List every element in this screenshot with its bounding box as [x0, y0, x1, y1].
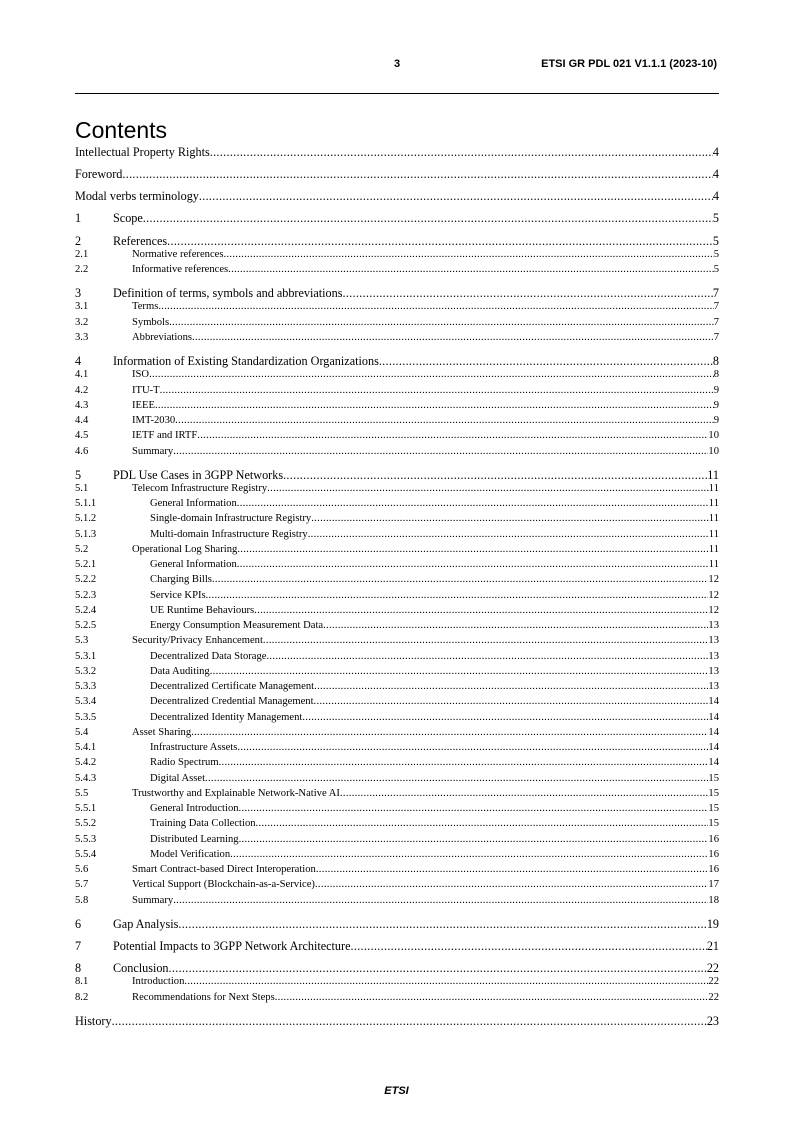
toc-entry-page: 10 — [708, 430, 719, 442]
toc-entry-title: Abbreviations — [132, 331, 193, 343]
toc-entry-title: Asset Sharing — [132, 726, 192, 738]
toc-entry-title: Infrastructure Assets — [150, 742, 238, 754]
toc-entry-page: 8 — [712, 354, 719, 369]
toc-entry[interactable] — [75, 446, 719, 461]
toc-entry[interactable] — [75, 961, 719, 976]
toc-leader-dots — [175, 415, 714, 426]
toc-leader-dots — [228, 264, 714, 275]
toc-entry-title: Data Auditing — [150, 665, 210, 677]
toc-entry-title: Trustworthy and Explainable Network-Native AI — [132, 787, 340, 799]
toc-leader-dots — [205, 773, 708, 784]
toc-entry[interactable] — [75, 849, 719, 864]
toc-entry-title: Conclusion — [113, 961, 169, 976]
toc-entry[interactable] — [75, 317, 719, 332]
toc-entry-title: References — [113, 233, 168, 248]
toc-entry[interactable] — [75, 529, 719, 544]
toc-leader-dots — [155, 400, 714, 411]
toc-entry-number: 5.5.1 — [75, 803, 97, 815]
toc-entry[interactable] — [75, 666, 719, 681]
toc-entry-title: Summary — [132, 894, 174, 906]
toc-leader-dots — [169, 961, 707, 976]
toc-entry-title: Definition of terms, symbols and abbreviations — [113, 286, 343, 301]
toc-entry-number: 2 — [75, 233, 82, 248]
toc-leader-dots — [206, 590, 709, 601]
toc-entry[interactable] — [75, 498, 719, 513]
toc-leader-dots — [340, 788, 708, 799]
toc-entry-title: Single-domain Infrastructure Registry — [150, 513, 312, 525]
footer-logo-text: ETSI — [384, 1085, 409, 1097]
toc-leader-dots — [263, 635, 708, 646]
toc-entry-page: 7 — [712, 286, 719, 301]
toc-entry[interactable] — [75, 234, 719, 249]
toc-entry-title: Intellectual Property Rights — [75, 145, 210, 159]
toc-entry-number: 4.6 — [75, 445, 89, 457]
toc-leader-dots — [266, 651, 708, 662]
toc-leader-dots — [230, 849, 708, 860]
toc-entry[interactable] — [75, 544, 719, 559]
toc-leader-dots — [237, 742, 708, 753]
toc-leader-dots — [192, 332, 714, 343]
toc-entry-title: Foreword — [75, 167, 123, 182]
toc-entry[interactable] — [75, 559, 719, 574]
toc-entry-page: 13 — [708, 665, 719, 677]
toc-entry-page: 9 — [713, 415, 719, 427]
toc-entry-page: 4 — [712, 145, 719, 159]
toc-leader-dots — [308, 529, 709, 540]
toc-entry-title: Telecom Infrastructure Registry — [132, 482, 268, 494]
toc-entry-number: 5.5.3 — [75, 833, 97, 845]
toc-entry-number: 8.2 — [75, 991, 89, 1003]
toc-leader-dots — [302, 712, 708, 723]
toc-entry-title: Energy Consumption Measurement Data — [150, 620, 324, 632]
toc-entry-page: 5 — [712, 233, 719, 248]
toc-entry-page: 13 — [708, 635, 719, 647]
toc-entry-title: History — [75, 1013, 112, 1028]
toc-entry-page: 7 — [713, 301, 719, 313]
toc-leader-dots — [223, 249, 713, 260]
toc-entry-title: Training Data Collection — [150, 818, 256, 830]
toc-entry-title: IEEE — [132, 399, 155, 411]
toc-leader-dots — [158, 301, 713, 312]
toc-entry-number: 5.1 — [75, 482, 89, 494]
toc-leader-dots — [219, 757, 709, 768]
toc-entry-title: Security/Privacy Enhancement — [132, 635, 263, 647]
toc-entry-title: Operational Log Sharing — [132, 543, 238, 555]
toc-entry-number: 5.2.2 — [75, 574, 97, 586]
toc-leader-dots — [160, 385, 714, 396]
toc-entry[interactable] — [75, 430, 719, 445]
toc-leader-dots — [314, 696, 709, 707]
toc-entry-title: Gap Analysis — [113, 916, 179, 931]
toc-leader-dots — [283, 468, 707, 483]
toc-entry[interactable] — [75, 590, 719, 605]
toc-entry-number: 7 — [75, 939, 82, 954]
toc-entry-title: Distributed Learning — [150, 833, 239, 845]
toc-leader-dots — [197, 430, 708, 441]
toc-entry-page: 14 — [708, 742, 719, 754]
toc-entry[interactable] — [75, 757, 719, 772]
toc-entry-title: Terms — [132, 301, 159, 313]
toc-leader-dots — [210, 666, 709, 677]
toc-entry-title: IMT-2030 — [132, 415, 176, 427]
toc-entry-number: 5.3.5 — [75, 711, 97, 723]
toc-entry-page: 11 — [708, 528, 719, 540]
toc-entry-title: ITU-T — [132, 384, 160, 396]
toc-entry-number: 5.4.1 — [75, 742, 97, 754]
toc-entry-title: Vertical Support (Blockchain-as-a-Service) — [132, 879, 315, 891]
toc-leader-dots — [323, 620, 708, 631]
toc-entry-title: Normative references — [132, 248, 224, 260]
toc-leader-dots — [379, 354, 713, 369]
toc-entry[interactable] — [75, 574, 719, 589]
toc-leader-dots — [173, 446, 708, 457]
toc-leader-dots — [343, 286, 713, 301]
toc-entry-page: 17 — [708, 879, 719, 891]
toc-entry[interactable] — [75, 681, 719, 696]
toc-entry-title: UE Runtime Behaviours — [150, 604, 255, 616]
toc-entry[interactable] — [75, 879, 719, 894]
toc-entry-page: 18 — [708, 894, 719, 906]
toc-entry-page: 11 — [708, 482, 719, 494]
toc-entry-page: 21 — [706, 939, 719, 954]
toc-entry-title: Radio Spectrum — [150, 757, 219, 769]
toc-entry-page: 11 — [708, 498, 719, 510]
toc-entry-page: 4 — [712, 167, 719, 182]
toc-entry-page: 7 — [713, 316, 719, 328]
toc-entry[interactable] — [75, 864, 719, 879]
toc-entry[interactable] — [75, 249, 719, 264]
toc-leader-dots — [237, 498, 709, 509]
toc-entry-title: IETF and IRTF — [132, 430, 198, 442]
toc-entry[interactable] — [75, 483, 719, 498]
toc-entry[interactable] — [75, 167, 719, 182]
toc-entry-number: 8.1 — [75, 976, 89, 988]
toc-entry-number: 4.3 — [75, 399, 89, 411]
toc-entry[interactable] — [75, 332, 719, 347]
toc-entry[interactable] — [75, 712, 719, 727]
toc-leader-dots — [256, 818, 709, 829]
toc-entry[interactable] — [75, 635, 719, 650]
toc-entry-page: 5 — [712, 211, 719, 226]
toc-entry-number: 5.3.1 — [75, 650, 97, 662]
toc-entry[interactable] — [75, 651, 719, 666]
toc-entry-page: 9 — [713, 384, 719, 396]
toc-entry-page: 5 — [713, 248, 719, 260]
toc-entry-number: 5.2 — [75, 543, 89, 555]
toc-leader-dots — [112, 1014, 707, 1029]
toc-leader-dots — [239, 834, 709, 845]
toc-entry-page: 15 — [708, 787, 719, 799]
toc-entry[interactable] — [75, 286, 719, 301]
toc-entry-number: 4.5 — [75, 430, 89, 442]
toc-entry-number: 3.3 — [75, 331, 89, 343]
toc-leader-dots — [149, 369, 714, 380]
header-rule — [75, 93, 719, 94]
toc-entry-number: 5.3.4 — [75, 696, 97, 708]
toc-entry-number: 5 — [75, 467, 82, 482]
toc-entry-number: 3.2 — [75, 316, 89, 328]
toc-entry-page: 14 — [708, 757, 719, 769]
toc-entry-title: Decentralized Data Storage — [150, 650, 267, 662]
toc-entry[interactable] — [75, 400, 719, 415]
toc-leader-dots — [254, 605, 708, 616]
toc-entry-title: Modal verbs terminology — [75, 189, 199, 204]
toc-entry-title: PDL Use Cases in 3GPP Networks — [113, 467, 284, 482]
toc-entry-number: 3.1 — [75, 301, 89, 313]
toc-entry-page: 22 — [708, 991, 719, 1003]
toc-entry-page: 10 — [708, 445, 719, 457]
toc-entry-title: Model Verification — [150, 848, 231, 860]
toc-entry-title: Multi-domain Infrastructure Registry — [150, 528, 308, 540]
toc-entry-title: General Information — [150, 498, 237, 510]
toc-entry-number: 4.1 — [75, 369, 89, 381]
toc-entry-number: 5.4 — [75, 726, 89, 738]
toc-leader-dots — [178, 917, 706, 932]
toc-leader-dots — [184, 976, 708, 987]
toc-entry[interactable] — [75, 145, 719, 160]
toc-entry-title: Service KPIs — [150, 589, 206, 601]
toc-entry-page: 14 — [708, 711, 719, 723]
toc-entry-page: 13 — [708, 681, 719, 693]
toc-entry-title: ISO — [132, 369, 150, 381]
toc-entry[interactable] — [75, 727, 719, 742]
toc-entry-number: 5.5.2 — [75, 818, 97, 830]
toc-entry-page: 5 — [713, 264, 719, 276]
toc-entry-title: Recommendations for Next Steps — [132, 991, 275, 1003]
toc-entry-page: 14 — [708, 696, 719, 708]
toc-leader-dots — [239, 803, 709, 814]
toc-leader-dots — [267, 483, 709, 494]
toc-leader-dots — [212, 574, 709, 585]
toc-entry[interactable] — [75, 788, 719, 803]
toc-entry-page: 11 — [708, 559, 719, 571]
toc-entry[interactable] — [75, 354, 719, 369]
toc-entry-title: Digital Asset — [150, 772, 206, 784]
toc-entry-page: 12 — [708, 604, 719, 616]
toc-leader-dots — [315, 879, 708, 890]
toc-entry-title: Summary — [132, 445, 174, 457]
toc-leader-dots — [143, 211, 713, 226]
toc-entry[interactable] — [75, 803, 719, 818]
toc-entry-title: Decentralized Identity Management — [150, 711, 303, 723]
toc-entry-number: 4.4 — [75, 415, 89, 427]
toc-leader-dots — [167, 234, 713, 249]
toc-entry-title: Introduction — [132, 976, 185, 988]
toc-entry-page: 9 — [713, 399, 719, 411]
toc-leader-dots — [237, 544, 708, 555]
toc-entry-page: 23 — [706, 1013, 719, 1028]
toc-entry-title: Symbols — [132, 316, 170, 328]
toc-leader-dots — [173, 895, 708, 906]
toc-entry-title: Scope — [113, 211, 143, 226]
toc-entry-number: 1 — [75, 211, 82, 226]
toc-leader-dots — [316, 864, 709, 875]
toc-entry-page: 16 — [708, 833, 719, 845]
toc-entry-number: 5.1.1 — [75, 498, 97, 510]
toc-entry[interactable] — [75, 369, 719, 384]
toc-entry[interactable] — [75, 189, 719, 204]
page-title: Contents — [75, 117, 168, 144]
toc-entry-page: 16 — [708, 864, 719, 876]
toc-entry-page: 22 — [706, 961, 719, 976]
toc-entry[interactable] — [75, 742, 719, 757]
toc-entry[interactable] — [75, 620, 719, 635]
toc-entry[interactable] — [75, 301, 719, 316]
toc-entry-number: 5.2.5 — [75, 620, 97, 632]
toc-leader-dots — [351, 939, 707, 954]
toc-entry-title: General Introduction — [150, 803, 239, 815]
toc-entry-title: Charging Bills — [150, 574, 212, 586]
toc-entry-number: 5.2.4 — [75, 604, 97, 616]
toc-entry-page: 13 — [708, 650, 719, 662]
toc-entry-number: 5.5.4 — [75, 848, 97, 860]
toc-entry-number: 5.1.2 — [75, 513, 97, 525]
toc-entry[interactable] — [75, 818, 719, 833]
toc-entry-title: Smart Contract-based Direct Interoperation — [132, 864, 316, 876]
toc-entry-page: 11 — [707, 467, 719, 482]
toc-entry-title: Potential Impacts to 3GPP Network Architecture — [113, 939, 351, 954]
toc-leader-dots — [191, 727, 708, 738]
toc-entry[interactable] — [75, 468, 719, 483]
toc-entry[interactable] — [75, 696, 719, 711]
toc-entry-title: Decentralized Certificate Management — [150, 681, 315, 693]
toc-leader-dots — [210, 145, 713, 160]
toc-entry-page: 12 — [708, 574, 719, 586]
toc-leader-dots — [169, 317, 714, 328]
toc-entry-number: 8 — [75, 961, 82, 976]
toc-entry-number: 2.2 — [75, 264, 89, 276]
toc-entry-page: 8 — [713, 369, 719, 381]
toc-entry[interactable] — [75, 264, 719, 279]
toc-entry-number: 4 — [75, 354, 82, 369]
toc-entry-page: 11 — [708, 513, 719, 525]
toc-entry-number: 5.4.2 — [75, 757, 97, 769]
toc-leader-dots — [122, 167, 713, 182]
page-number: 3 — [393, 58, 401, 70]
toc-entry[interactable] — [75, 834, 719, 849]
toc-entry[interactable] — [75, 415, 719, 430]
toc-entry-number: 2.1 — [75, 248, 89, 260]
toc-entry-number: 5.7 — [75, 879, 89, 891]
toc-entry-number: 5.3.3 — [75, 681, 97, 693]
toc-entry-page: 4 — [712, 189, 719, 204]
table-of-contents — [75, 145, 719, 1029]
toc-entry-number: 5.8 — [75, 894, 89, 906]
toc-entry-page: 11 — [708, 543, 719, 555]
toc-entry[interactable] — [75, 211, 719, 226]
toc-entry[interactable] — [75, 1014, 719, 1029]
toc-entry[interactable] — [75, 513, 719, 528]
toc-entry[interactable] — [75, 605, 719, 620]
toc-entry-number: 4.2 — [75, 384, 89, 396]
toc-entry[interactable] — [75, 895, 719, 910]
toc-entry-page: 13 — [708, 620, 719, 632]
toc-entry-page: 15 — [708, 772, 719, 784]
toc-entry[interactable] — [75, 939, 719, 954]
document-id: ETSI GR PDL 021 V1.1.1 (2023-10) — [541, 58, 717, 70]
toc-entry-number: 5.3.2 — [75, 665, 97, 677]
toc-leader-dots — [311, 513, 709, 524]
toc-leader-dots — [275, 992, 709, 1003]
toc-entry-title: Decentralized Credential Management — [150, 696, 314, 708]
toc-entry-number: 5.5 — [75, 787, 89, 799]
toc-entry[interactable] — [75, 917, 719, 932]
toc-entry-page: 15 — [708, 803, 719, 815]
toc-entry[interactable] — [75, 976, 719, 991]
toc-entry-number: 5.2.1 — [75, 559, 97, 571]
toc-leader-dots — [237, 559, 709, 570]
toc-leader-dots — [314, 681, 708, 692]
toc-entry-number: 5.4.3 — [75, 772, 97, 784]
toc-entry-page: 19 — [706, 916, 719, 931]
toc-entry-number: 5.1.3 — [75, 528, 97, 540]
toc-entry[interactable] — [75, 992, 719, 1007]
toc-entry-number: 5.6 — [75, 864, 89, 876]
toc-entry[interactable] — [75, 385, 719, 400]
toc-entry-page: 14 — [708, 726, 719, 738]
toc-leader-dots — [199, 189, 713, 204]
toc-entry-number: 5.2.3 — [75, 589, 97, 601]
toc-entry-number: 3 — [75, 286, 82, 301]
toc-entry-title: General Information — [150, 559, 237, 571]
toc-entry-page: 7 — [713, 331, 719, 343]
toc-entry[interactable] — [75, 773, 719, 788]
toc-entry-title: Information of Existing Standardization Organizations — [113, 354, 379, 369]
toc-entry-number: 6 — [75, 916, 82, 931]
toc-entry-page: 12 — [708, 589, 719, 601]
toc-entry-page: 22 — [708, 976, 719, 988]
toc-entry-title: Informative references — [132, 264, 229, 276]
toc-entry-page: 15 — [708, 818, 719, 830]
toc-entry-number: 5.3 — [75, 635, 89, 647]
toc-entry-page: 16 — [708, 848, 719, 860]
